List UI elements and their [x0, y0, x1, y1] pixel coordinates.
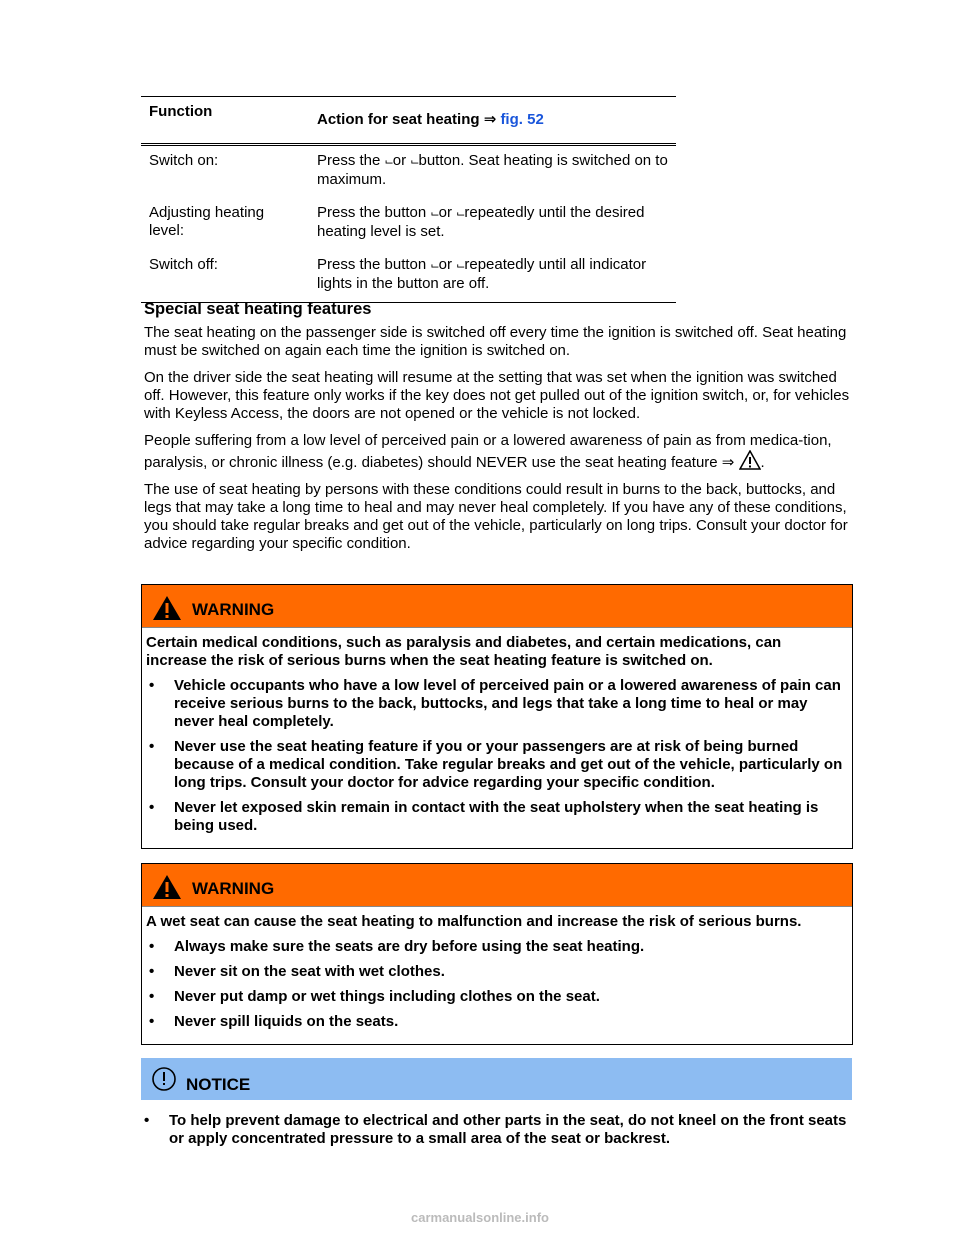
list-item: • Never let exposed skin remain in contact with the seat upholstery when the seat heating is being used.: [149, 799, 819, 834]
warning-triangle-icon[interactable]: [739, 450, 761, 470]
table-row: [141, 250, 676, 303]
seat-heating-table: [141, 96, 676, 303]
seat-heating-icon: ⌙: [430, 208, 439, 220]
bullet-icon: •: [149, 799, 155, 816]
header-action: Action for seat heating ⇒ fig. 52: [317, 111, 544, 128]
seat-heating-icon: ⌙: [456, 260, 465, 272]
list-item: • To help prevent damage to electrical and other parts in the seat, do not kneel on the front seats or apply concentrated pressure to a small area of the seat or backrest.: [144, 1112, 847, 1147]
table-row: [141, 198, 676, 250]
warning-title: WARNING: [192, 879, 275, 898]
bullet-icon: •: [149, 1013, 155, 1030]
seat-heating-icon: ⌙: [456, 208, 465, 220]
bullet-icon: •: [144, 1112, 150, 1129]
warning-triangle-icon: [152, 595, 182, 621]
function-cell: Switch off:: [141, 250, 309, 303]
table-header-row: [141, 97, 676, 145]
header-function: Function: [149, 103, 213, 120]
warning-intro: A wet seat can cause the seat heating to malfunction and increase the risk of serious burns.: [146, 913, 802, 930]
seat-heating-icon: ⌙: [410, 156, 419, 168]
watermark: carmanualsonline.info: [411, 1210, 549, 1225]
warning-intro: Certain medical conditions, such as paralysis and diabetes, and certain medications, can increase the risk of serious burns when the seat heating feature is switched on.: [146, 634, 782, 669]
list-item: • Vehicle occupants who have a low level of perceived pain or a lowered awareness of pain can receive serious burns to the back, buttocks, and legs that take a long time to heal or may never heal completely.: [149, 677, 841, 730]
function-cell: Switch on:: [149, 152, 219, 169]
seat-heating-icon: ⌙: [430, 260, 439, 272]
warning-header: [142, 585, 852, 628]
paragraph: People suffering from a low level of perceived pain or a lowered awareness of pain as from medica-tion, paralysis, or chronic illness (e.g. diabetes) should NEVER use the seat heating feature ⇒ .: [144, 432, 832, 471]
list-item: • Never sit on the seat with wet clothes.: [149, 963, 445, 980]
list-item: • Always make sure the seats are dry before using the seat heating.: [149, 938, 645, 955]
figure-link[interactable]: fig. 52: [500, 111, 544, 128]
action-cell: Press the button ⌙or ⌙repeatedly until the desired heating level is set.: [317, 204, 645, 240]
warning-triangle-icon: [152, 874, 182, 900]
seat-heating-icon: ⌙: [384, 156, 393, 168]
arrow-right-icon: ⇒: [483, 111, 497, 128]
list-item: • Never put damp or wet things including clothes on the seat.: [149, 988, 600, 1005]
bullet-icon: •: [149, 938, 155, 955]
bullet-icon: •: [149, 738, 155, 755]
warning-body: [142, 907, 852, 1044]
warning-title: WARNING: [192, 600, 275, 619]
warning-box-medical: [141, 584, 853, 849]
action-cell: Press the button ⌙or ⌙repeatedly until all indicator lights in the button are off.: [309, 250, 676, 303]
bullet-icon: •: [149, 677, 155, 694]
action-cell: Press the ⌙or ⌙button. Seat heating is switched on to maximum.: [317, 152, 668, 188]
list-item: • Never use the seat heating feature if you or your passengers are at risk of being burned because of a medical condition. Take regular breaks and get out of the vehicle, particularly on long trips. Consult your doctor for advice regarding your specific condition.: [149, 738, 843, 791]
bullet-icon: •: [149, 988, 155, 1005]
notice-body: [141, 1112, 857, 1155]
warning-header: [142, 864, 852, 907]
notice-header: [141, 1058, 852, 1100]
function-cell: Adjusting heating level:: [149, 204, 265, 239]
section-heading: Special seat heating features: [144, 300, 372, 318]
warning-box-wet-seat: [141, 863, 853, 1045]
paragraph: The seat heating on the passenger side is switched off every time the ignition is switched off. Seat heating must be switched on again each time the ignition is switched on.: [144, 324, 847, 359]
bullet-icon: •: [149, 963, 155, 980]
paragraph: The use of seat heating by persons with these conditions could result in burns to the back, buttocks, and legs that may take a long time to heal and may never heal completely. If you have any of these conditions, you should take regular breaks and get out of the vehicle, particularly on long trips. Consult your doctor for advice regarding your specific condition.: [144, 481, 848, 552]
warning-body: [142, 628, 852, 848]
list-item: • Never spill liquids on the seats.: [149, 1013, 399, 1030]
table-row: [141, 145, 676, 199]
paragraph: On the driver side the seat heating will resume at the setting that was set when the ignition was switched off. However, this feature only works if the key does not get pulled out of the ignition switch, or, for vehicles with Keyless Access, the doors are not opened or the vehicle is not locked.: [144, 369, 850, 422]
section-body: [141, 300, 857, 562]
notice-title: NOTICE: [186, 1075, 251, 1094]
notice-exclamation-icon: [151, 1066, 177, 1092]
